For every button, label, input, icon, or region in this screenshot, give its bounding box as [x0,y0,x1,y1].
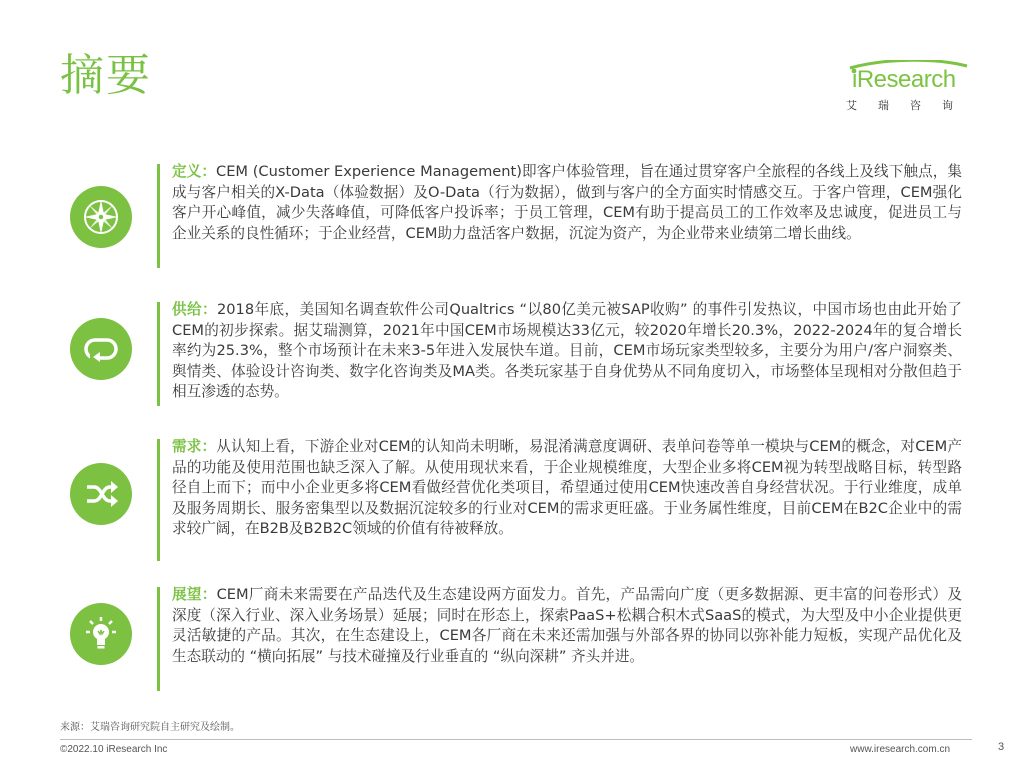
section-label: 展望： [172,586,217,603]
section-supply [60,298,960,408]
source-note: 来源：艾瑞咨询研究院自主研究及绘制。 [60,722,240,733]
section-body: CEM (Customer Experience Management)即客户体验管理，旨在通过贯穿客户全旅程的各线上及线下触点，集成与客户相关的X-Data（体验数据）及O-Data（行为数据），做到与客户的全方面实时情感交互。于客户管理，CEM强化客户开心峰值，减少失落峰值，可降低客户投诉率；于员工管理，CEM有助于提高员工的工作效率及忠诚度，促进员工与企业关系的良性循环；于企业经营，CEM助力盘活客户数据，沉淀为资产，为企业带来业绩第二增长曲线。 [172,163,962,242]
section-label: 需求： [172,438,217,455]
section-body: 2018年底，美国知名调查软件公司Qualtrics “以80亿美元被SAP收购” 的事件引发热议，中国市场也由此开始了CEM的初步探索。据艾瑞测算，2021年中国CEM市场规模达33亿元，较2020年增长20.3%，2022-2024年的复合增长率约为25.3%，整个市场预计在未来3-5年进入发展快车道。目前，CEM市场玩家类型较多，主要分为用户/客户洞察类、舆情类、体验设计咨询类、数字化咨询类及MA类。各类玩家基于自身优势从不同角度切入，市场整体呈现相对分散但趋于相互渗透的态势。 [172,301,962,401]
section-text [172,300,962,403]
lightbulb-icon [70,603,132,665]
section-outlook [60,583,960,693]
shuffle-icon [70,463,132,525]
section-divider-bar [157,302,160,406]
section-divider-bar [157,439,160,561]
iresearch-logo [846,60,974,116]
section-body: 从认知上看，下游企业对CEM的认知尚未明晰，易混淆满意度调研、表单问卷等单一模块与CEM的概念，对CEM产品的功能及使用范围也缺乏深入了解。从使用现状来看，于企业规模维度，大型企业多将CEM视为转型战略目标，转型路径自上而下；而中小企业更多将CEM看做经营优化类项目，希望通过使用CEM快速改善自身经营状况。于行业维度，成单及服务周期长、服务密集型以及数据沉淀较多的行业对CEM的需求更旺盛。于业务属性维度，目前CEM在B2C企业中的需求较广阔，在B2B及B2B2C领域的价值有待被释放。 [172,438,962,538]
section-text [172,585,962,667]
logo-wordmark: iResearch [852,66,956,93]
website-link[interactable]: www.iresearch.com.cn [850,744,951,755]
logo-subtitle: 艾瑞咨询 [846,99,974,112]
cycle-arrows-icon [70,318,132,380]
section-text [172,162,962,244]
section-text [172,437,962,540]
page-number: 3 [998,741,1005,753]
section-divider-bar [157,164,160,268]
section-label: 供给： [172,301,217,318]
copyright-text: ©2022.10 iResearch Inc [60,744,168,755]
section-body: CEM厂商未来需要在产品迭代及生态建设两方面发力。首先，产品需向广度（更多数据源、更丰富的问卷形式）及深度（深入行业、深入业务场景）延展；同时在形态上，探索PaaS+松耦合积木式SaaS的模式，为大型及中小企业提供更灵活敏捷的产品。其次，在生态建设上，CEM各厂商在未来还需加强与外部各界的协同以弥补能力短板，实现产品优化及生态联动的 “横向拓展” 与技术碰撞及行业垂直的 “纵向深耕” 齐头并进。 [172,586,962,665]
section-demand [60,435,960,561]
page-title: 摘要 [60,50,152,101]
footer-divider [60,739,972,740]
section-divider-bar [157,587,160,691]
section-label: 定义： [172,163,217,180]
section-definition [60,160,960,270]
compass-icon [70,186,132,248]
